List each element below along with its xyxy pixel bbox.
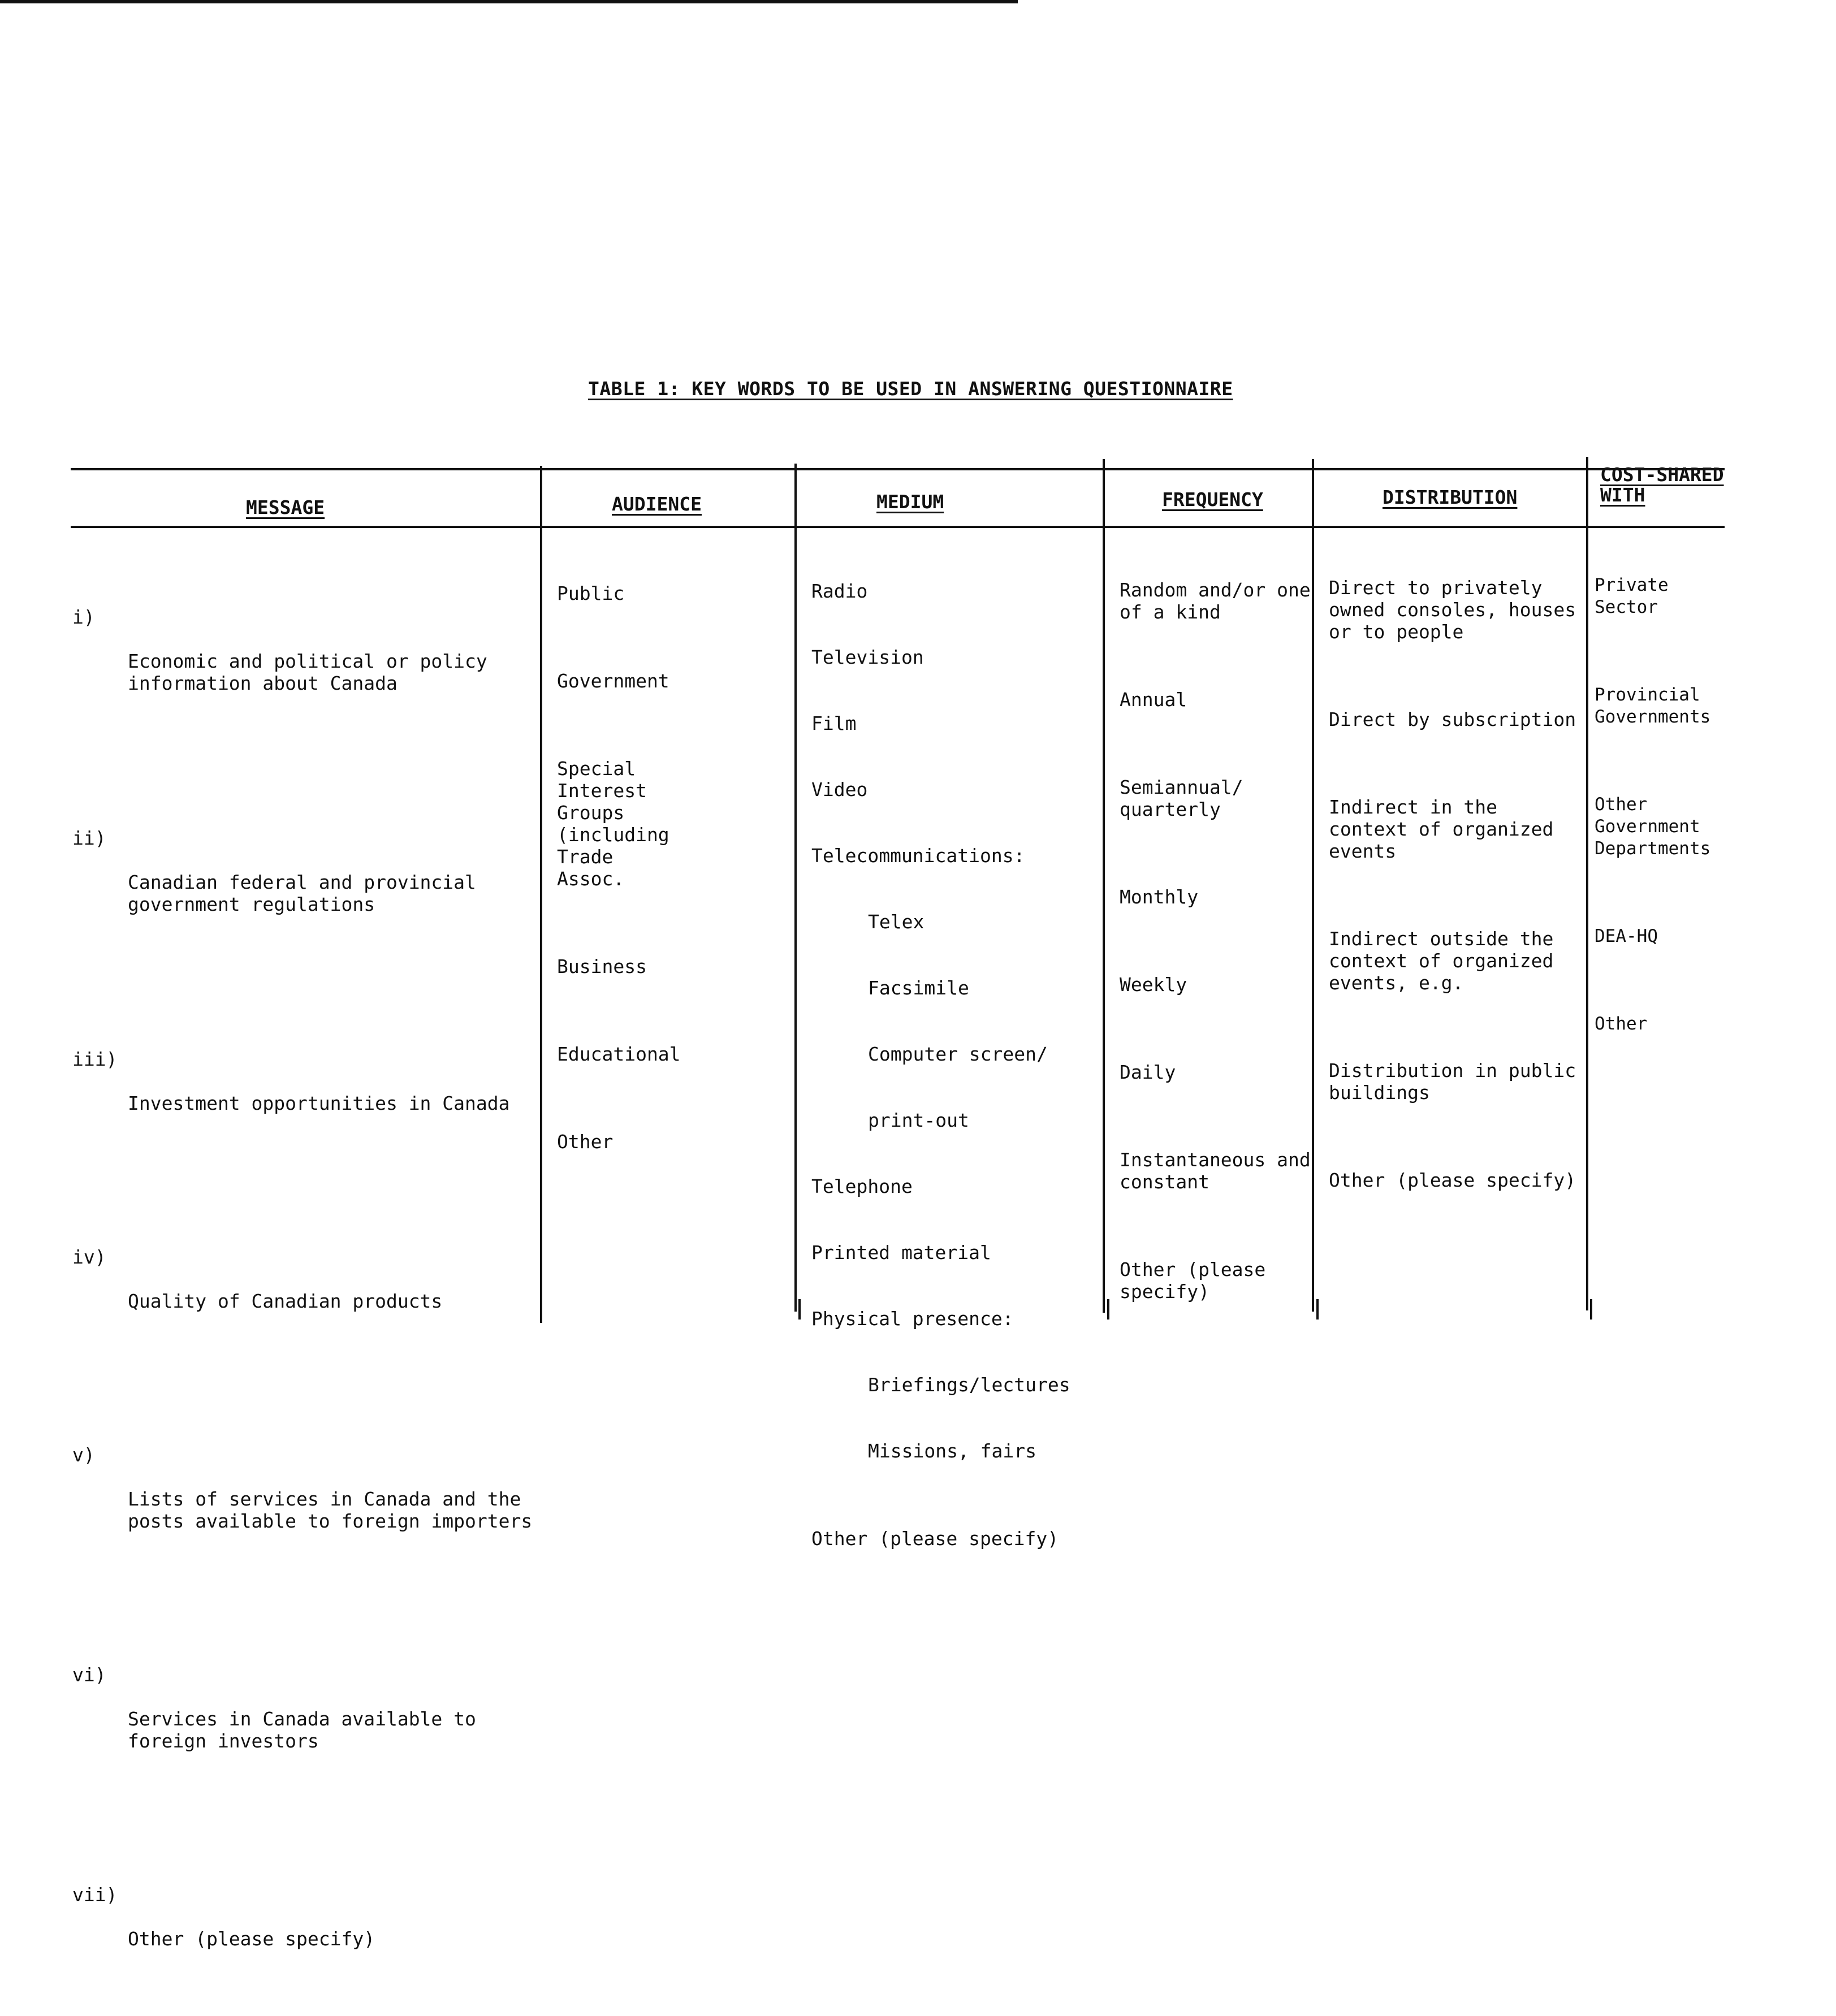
frequency-column [1120, 535, 1312, 1325]
item-number: vi) [72, 1664, 106, 1686]
distribution-item: Distribution in public buildings [1329, 1059, 1576, 1104]
column-end-tick [798, 1299, 801, 1320]
message-item [72, 1642, 536, 1796]
column-divider [1312, 459, 1314, 1312]
message-item [72, 805, 536, 959]
distribution-item: Other (please specify) [1329, 1169, 1576, 1191]
distribution-item: Direct by subscription [1329, 708, 1576, 730]
medium-item: Television [811, 646, 924, 668]
message-item [72, 1862, 536, 1994]
column-divider [540, 466, 542, 1323]
column-end-tick [1590, 1299, 1592, 1320]
medium-item: Telephone [811, 1175, 913, 1197]
medium-subitem: Computer screen/ [868, 1043, 1048, 1065]
item-number: iv) [72, 1246, 106, 1268]
medium-item: Film [811, 712, 857, 734]
audience-item: Special Interest Groups (including Trade Assoc. [557, 758, 669, 890]
item-number: i) [72, 606, 95, 628]
item-text: Economic and political or policy information about Canada [128, 650, 487, 694]
header-frequency: FREQUENCY [1162, 488, 1263, 511]
column-end-tick [1107, 1299, 1109, 1320]
column-divider [1103, 459, 1105, 1313]
column-end-tick [1316, 1299, 1319, 1320]
item-number: ii) [72, 827, 106, 849]
column-divider [1586, 457, 1588, 1310]
header-medium: MEDIUM [876, 491, 944, 513]
item-number: iii) [72, 1048, 118, 1070]
header-audience: AUDIENCE [612, 493, 702, 515]
cost-shared-item: Private Sector [1595, 575, 1669, 617]
item-text: Services in Canada available to foreign investors [128, 1708, 476, 1752]
medium-subitem: print-out [868, 1109, 969, 1131]
medium-item: Other (please specify) [811, 1528, 1059, 1550]
header-message: MESSAGE [246, 496, 325, 518]
item-text: Other (please specify) [128, 1928, 375, 1950]
header-bottom-rule [71, 526, 1725, 528]
cost-shared-item: DEA-HQ [1595, 926, 1658, 946]
medium-subitem: Facsimile [868, 977, 969, 999]
item-number: vii) [72, 1884, 118, 1906]
item-text: Investment opportunities in Canada [128, 1092, 510, 1114]
audience-item: Government [557, 670, 669, 692]
table-top-rule [71, 468, 1725, 470]
medium-subitem: Missions, fairs [868, 1440, 1037, 1462]
table-title: TABLE 1: KEY WORDS TO BE USED IN ANSWERING QUESTIONNAIRE [588, 378, 1233, 400]
frequency-item: Instantaneous and constant [1120, 1149, 1311, 1193]
medium-item: Radio [811, 580, 868, 602]
medium-subitem: Briefings/lectures [868, 1374, 1070, 1396]
message-column [72, 540, 536, 2016]
frequency-item: Daily [1120, 1061, 1176, 1083]
medium-item: Video [811, 778, 868, 801]
item-text: Lists of services in Canada and the posts available to foreign importers [128, 1488, 533, 1532]
medium-column [811, 536, 1100, 1572]
medium-subitem: Telex [868, 911, 925, 933]
frequency-item: Semiannual/ quarterly [1120, 776, 1243, 820]
message-item [72, 1224, 536, 1356]
audience-item: Educational [557, 1043, 681, 1065]
frequency-item: Random and/or one of a kind [1120, 579, 1311, 623]
audience-column [557, 538, 789, 1175]
distribution-column [1329, 533, 1583, 1213]
cost-shared-item: Other [1595, 1014, 1648, 1034]
distribution-item: Indirect in the context of organized events [1329, 796, 1554, 862]
distribution-item: Indirect outside the context of organized events, e.g. [1329, 928, 1554, 994]
medium-item: Telecommunications: [811, 845, 1025, 867]
cost-shared-item: Other Government Departments [1595, 794, 1711, 859]
header-distribution: DISTRIBUTION [1383, 486, 1518, 508]
frequency-item: Other (please specify) [1120, 1258, 1266, 1303]
medium-item: Physical presence: [811, 1308, 1014, 1330]
frequency-item: Annual [1120, 689, 1187, 711]
item-text: Quality of Canadian products [128, 1290, 443, 1312]
item-text: Canadian federal and provincial government regulations [128, 871, 476, 915]
audience-item: Public [557, 582, 625, 604]
header-cost-shared: COST-SHARED WITH [1600, 464, 1724, 506]
frequency-item: Monthly [1120, 886, 1199, 908]
message-item [72, 1026, 536, 1158]
audience-item: Business [557, 955, 647, 977]
column-divider [794, 464, 797, 1312]
cost-shared-column [1595, 530, 1730, 1057]
top-edge-rule [0, 0, 1018, 3]
frequency-item: Weekly [1120, 974, 1187, 996]
medium-item: Printed material [811, 1241, 991, 1264]
message-item [72, 584, 536, 738]
cost-shared-item: Provincial Governments [1595, 685, 1711, 727]
distribution-item: Direct to privately owned consoles, houses or to people [1329, 577, 1576, 643]
item-number: v) [72, 1444, 95, 1466]
message-item [72, 1422, 536, 1576]
audience-item: Other [557, 1131, 614, 1153]
